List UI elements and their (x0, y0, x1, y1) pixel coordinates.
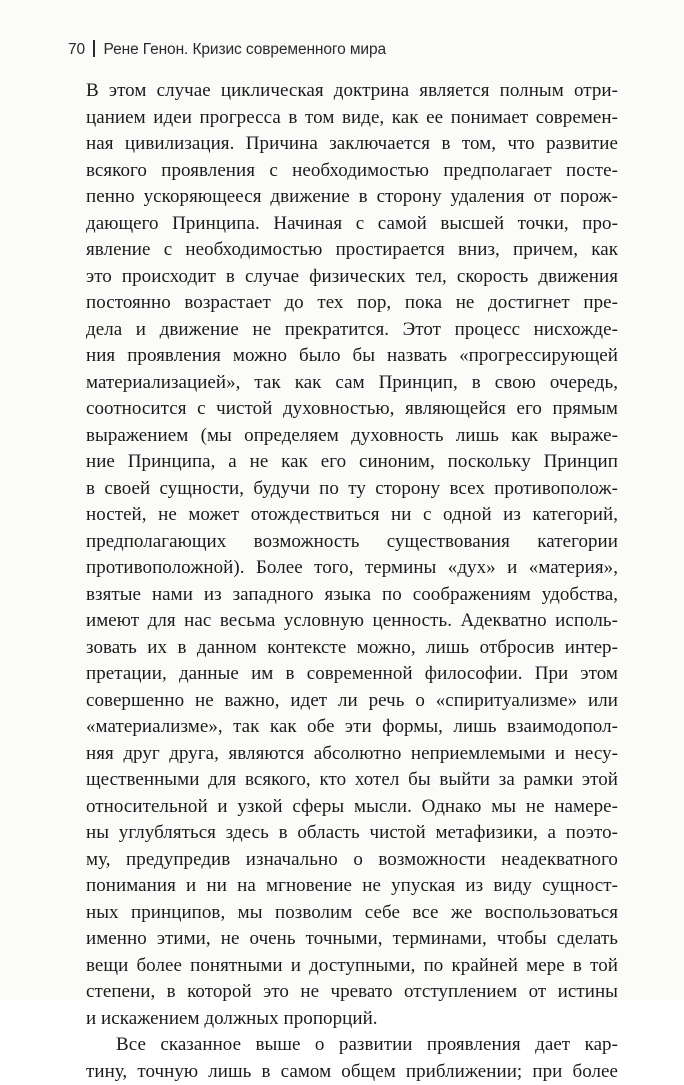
text-line: няя друг друга, являются абсолютно неприемлемыми и несу- (86, 741, 618, 768)
text-line: му, предупредив изначально о возможности неадекватного (86, 847, 618, 874)
text-line: ны углубляться здесь в область чистой метафизики, а поэто- (86, 820, 618, 847)
text-line: именно этими, не очень точными, терминами, чтобы сделать (86, 926, 618, 953)
running-head-title: Рене Генон. Кризис современного мира (104, 41, 386, 58)
text-line: явление с необходимостью простирается вниз, причем, как (86, 237, 618, 264)
text-line: ностей, не может отождествиться ни с одной из категорий, (86, 502, 618, 529)
text-line: всякого проявления с необходимостью предполагает посте- (86, 158, 618, 185)
text-line: материализацией», так как сам Принцип, в свою очередь, (86, 370, 618, 397)
text-line: претации, данные им в современной философии. При этом (86, 661, 618, 688)
text-line: ная цивилизация. Причина заключается в том, что развитие (86, 131, 618, 158)
text-line: в своей сущности, будучи по ту сторону всех противополож- (86, 476, 618, 503)
text-line: взятые нами из западного языка по соображениям удобства, (86, 582, 618, 609)
text-line: ние Принципа, а не как его синоним, поскольку Принцип (86, 449, 618, 476)
text-line: соотносится с чистой духовностью, являющейся его прямым (86, 396, 618, 423)
text-line: относительной и узкой сферы мысли. Однако мы не намере- (86, 794, 618, 821)
text-line: ных принципов, мы позволим себе все же воспользоваться (86, 900, 618, 927)
text-line: совершенно не важно, идет ли речь о «спиритуализме» или (86, 688, 618, 715)
text-line: Все сказанное выше о развитии проявления дает кар- (86, 1032, 618, 1059)
header-separator (93, 40, 95, 57)
text-line: цанием идеи прогресса в том виде, как ее понимает современ- (86, 105, 618, 132)
text-line: имеют для нас весьма условную ценность. Адекватно исполь- (86, 608, 618, 635)
text-line: дела и движение не прекратится. Этот процесс нисхожде- (86, 317, 618, 344)
body-text (86, 78, 618, 1085)
text-line: понимания и ни на мгновение не упуская из виду сущност- (86, 873, 618, 900)
text-line: пенно ускоряющееся движение в сторону удаления от порож- (86, 184, 618, 211)
text-line: «материализме», так как обе эти формы, лишь взаимодопол- (86, 714, 618, 741)
text-line: это происходит в случае физических тел, скорость движения (86, 264, 618, 291)
text-line: и искажением должных пропорций. (86, 1006, 618, 1033)
text-line: ния проявления можно было бы назвать «прогрессирующей (86, 343, 618, 370)
paragraph (86, 78, 618, 1032)
text-line: зовать их в данном контексте можно, лишь отбросив интер- (86, 635, 618, 662)
text-line: вещи более понятными и доступными, по крайней мере в той (86, 953, 618, 980)
text-line: выражением (мы определяем духовность лишь как выраже- (86, 423, 618, 450)
text-line: дающего Принципа. Начиная с самой высшей точки, про- (86, 211, 618, 238)
page-number: 70 (68, 41, 85, 59)
text-line: тину, точную лишь в самом общем приближении; при более (86, 1059, 618, 1085)
text-line: постоянно возрастает до тех пор, пока не достигнет пре- (86, 290, 618, 317)
text-line: щественными для всякого, кто хотел бы выйти за рамки этой (86, 767, 618, 794)
text-line: степени, в которой это не чревато отступлением от истины (86, 979, 618, 1006)
text-line: противоположной). Более того, термины «дух» и «материя», (86, 555, 618, 582)
paragraph (86, 1032, 618, 1085)
text-line: предполагающих возможность существования категории (86, 529, 618, 556)
text-line: В этом случае циклическая доктрина является полным отри- (86, 78, 618, 105)
running-head (68, 40, 386, 59)
